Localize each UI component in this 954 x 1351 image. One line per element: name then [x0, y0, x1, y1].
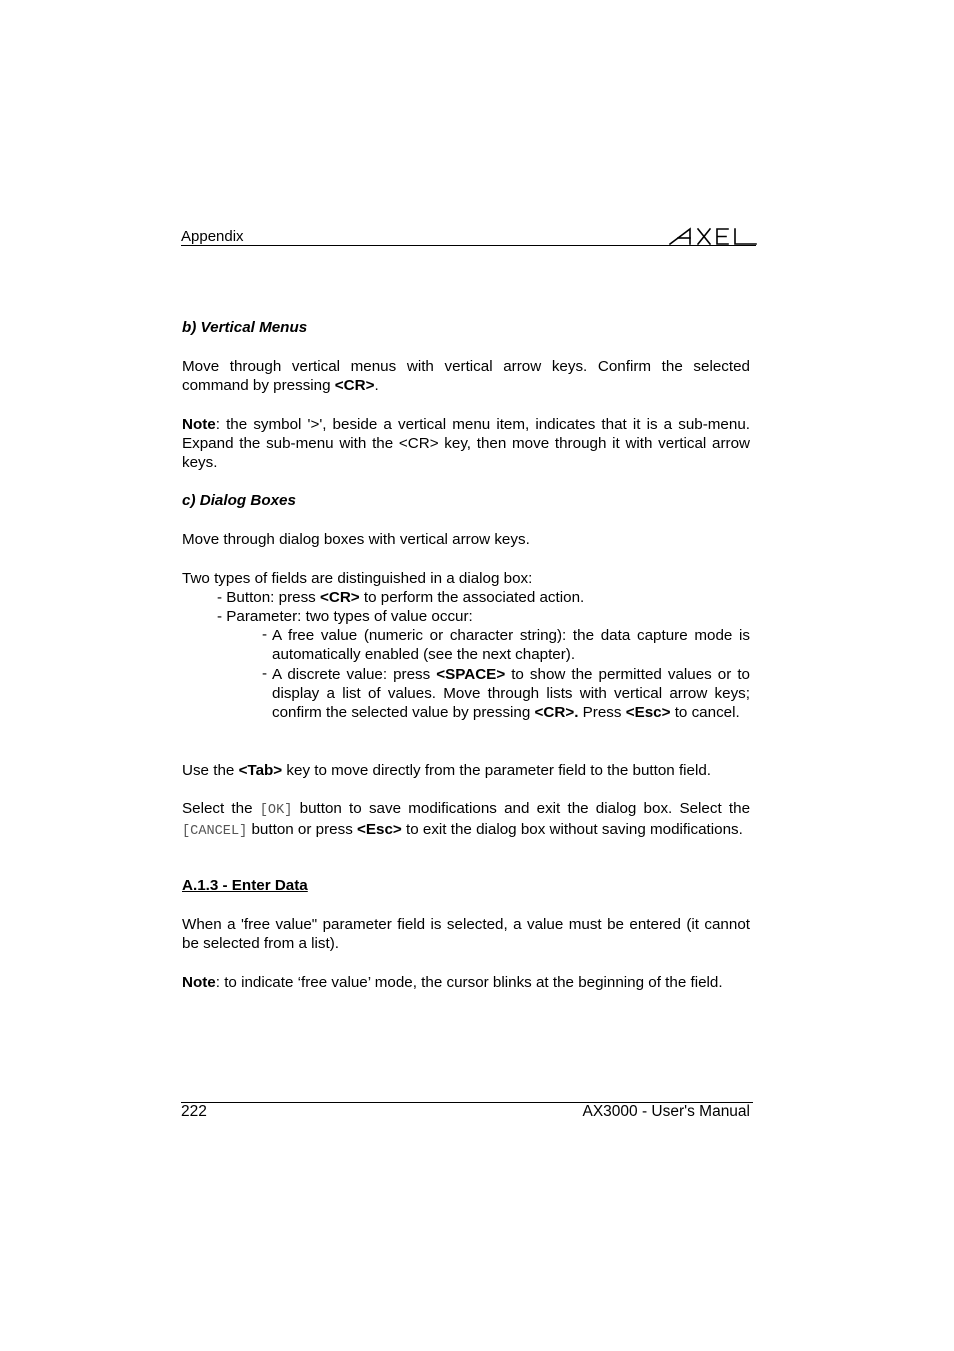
section-heading-vertical-menus: b) Vertical Menus — [182, 319, 308, 336]
header-rule — [181, 245, 756, 246]
sub-item-free-value: A free value (numeric or character string): the data capture mode is automatically enabled (see the next chapter). — [272, 627, 750, 664]
paragraph-ok-cancel: Select the [OK] button to save modifications and exit the dialog box. Select the [CANCEL] button or press <Esc> to exit the dialog box without saving modifications. — [182, 800, 751, 840]
sub-item-discrete-value: A discrete value: press <SPACE> to show the permitted values or to display a list of values. Move through lists with vertical arrow keys; confirm the selected value by pressing <CR>. Press <Esc> to cancel. — [272, 666, 750, 722]
cancel-button-reference: [CANCEL] — [182, 824, 248, 840]
bullet-dash: - — [262, 626, 268, 643]
section-heading-dialog-boxes: c) Dialog Boxes — [182, 492, 296, 509]
header-section-title: Appendix — [181, 228, 244, 245]
note-vertical-menus: Note: the symbol '>', beside a vertical menu item, indicates that it is a sub-menu. Expand the sub-menu with the <CR> key, then move through it with vertical arrow keys. — [182, 416, 750, 472]
list-item-button: - Button: press <CR> to perform the associated action. — [217, 589, 585, 606]
section-heading-enter-data: A.1.3 - Enter Data — [182, 877, 308, 894]
ok-button-reference: [OK] — [259, 803, 293, 818]
paragraph-dialog-navigation: Move through dialog boxes with vertical arrow keys. — [182, 531, 530, 548]
paragraph-vertical-menus: Move through vertical menus with vertical arrow keys. Confirm the selected command by pressing <CR>. — [182, 358, 750, 395]
page-number: 222 — [181, 1103, 207, 1120]
paragraph-field-types: Two types of fields are distinguished in a dialog box: — [182, 570, 533, 587]
paragraph-enter-data: When a 'free value" parameter field is selected, a value must be entered (it cannot be selected from a list). — [182, 916, 750, 953]
note-enter-data: Note: to indicate ‘free value’ mode, the cursor blinks at the beginning of the field. — [182, 974, 723, 991]
axel-logo — [668, 226, 758, 246]
list-item-parameter: - Parameter: two types of value occur: — [217, 608, 473, 625]
manual-title: AX3000 - User's Manual — [582, 1103, 750, 1120]
bullet-dash: - — [262, 665, 268, 682]
paragraph-tab-key: Use the <Tab> key to move directly from the parameter field to the button field. — [182, 762, 712, 779]
